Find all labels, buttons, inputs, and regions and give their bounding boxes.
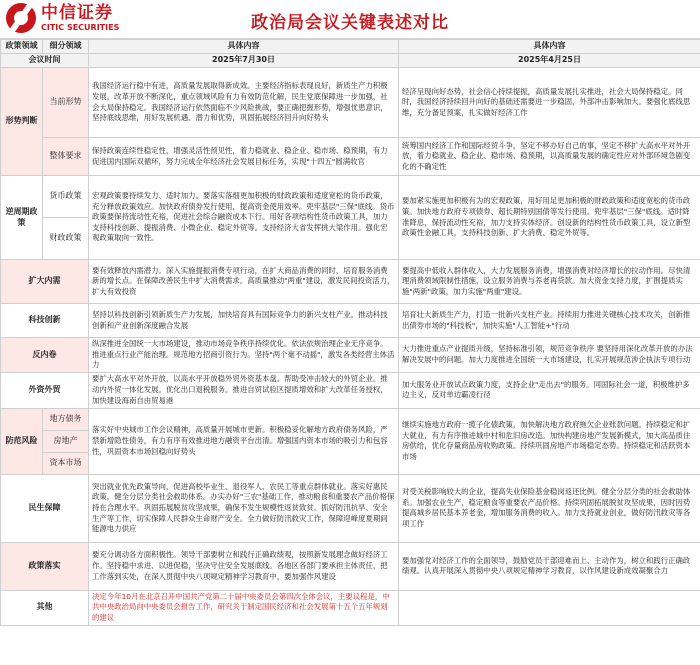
content-cell-b: 要加紧实施更加积极有为的宏观政策，用好用足更加积极的财政政策和适度宽松的货币政策。加快地方政府专项债券、超长期特别国债等发行使用。兜牢基层"三保"底线。适时降准降息，保持流动性充裕，加力支持实体经济。创设新的结构性货币政策工具，设立新型政策性金融工具，支持科技创新、扩大消费、稳定外贸等。 (399, 176, 700, 260)
content-cell-a: 保持政策连续性稳定性，增强灵活性预见性，着力稳就业、稳企业、稳市场、稳预期，有力促进国内国际双循环，努力完成全年经济社会发展目标任务，实现"十四五"圆满收官 (89, 138, 399, 176)
subcategory-cell: 地方债务 (43, 408, 89, 430)
logo-name-en: CITIC SECURITIES (41, 22, 120, 32)
content-cell-b: 加大服务业开放试点政策力度，支持企业"走出去"的服务。同国际社会一道，积极维护多边主义，反对单边霸凌行径 (399, 372, 700, 408)
meeting-label: 会议时间 (1, 54, 89, 68)
header-content-b: 具体内容 (399, 40, 700, 54)
content-cell-a: 要充分调动各方面积极性。领导干部要树立和践行正确政绩观，按照新发展理念做好经济工作。坚持稳中求进、以进促稳，坚决守住安全发展底线。各地区各部门要承担主体责任，把工作落到实处，在深入贯彻中央八项规定精神学习教育中，要加强作风建设 (89, 542, 399, 590)
content-cell-a: 要有效释放内需潜力。深入实施提振消费专项行动，在扩大商品消费的同时，培育服务消费新的增长点。在保障改善民生中扩大消费需求。高质量推动"两重"建设，激发民间投资活力，扩大有效投资 (89, 260, 399, 304)
category-cell: 政策落实 (1, 542, 89, 590)
header-domain: 政策领域 (1, 40, 43, 54)
content-cell-a: 我国经济运行稳中有进，高质量发展取得新成效。主要经济指标表现良好，新质生产力积极发展，改革开放不断深化，重点领域风险有力有效防范化解，民生党底保障进一步加强，社会大局保持稳定。我国经济运行依然面临不少风险挑战，要正确把握形势，增强忧患意识，坚持底线思维，用好发展机遇、潜力和优势，巩固拓展经济回升向好势头 (89, 68, 399, 138)
content-cell-a: 宏观政策要持续发力、适时加力。要落实落细更加积极的财政政策和适度宽松的货币政策，充分释放政策效应。加快政府债券发行使用，提高资金使用效率。兜牢基层"三保"底线。货币政策要保持流动性充裕，促进社会综合融资成本下行。用好各项结构性货币政策工具，加力支持科技创新、提振消费、小微企业、稳定外贸等。支持经济大省发挥挑大梁作用。强化宏观政策取向一致性。 (89, 176, 399, 260)
content-cell-b: 统筹国内经济工作和国际经贸斗争，坚定不移办好自己的事，坚定不移扩大高水平对外开放，着力稳就业、稳企业、稳市场、稳预期，以高质量发展的确定性应对外部环境急剧变化的不确定性 (399, 138, 700, 176)
category-cell: 形势判断 (1, 68, 43, 176)
table-row (1, 138, 700, 176)
category-cell: 防范风险 (1, 408, 43, 474)
subcategory-cell: 资本市场 (43, 452, 89, 474)
content-cell-a: 决定今年10月在北京召开中国共产党第二十届中央委员会第四次全体会议，主要议程是，中共中央政治局向中央委员会报告工作，研究关于制定国民经济和社会发展第十五个五年规划的建议 (89, 590, 399, 625)
meeting-date-a: 2025年7月30日 (89, 54, 399, 68)
logo-name-cn: 中信证券 (41, 2, 113, 23)
content-cell-a: 纵深推进全国统一大市场建设，推动市场竞争秩序持续优化。依法依规治理企业无序竞争。推进重点行业产能治理。规范地方招商引资行为。坚持"两个毫不动摇"，激发各类经营主体活力 (89, 338, 399, 373)
table-row (1, 68, 700, 138)
content-cell-b: 培育壮大新质生产力，打造一批新兴支柱产业。持续用力推进关键核心技术攻关，创新推出债券市场的"科技板"，加快实施"人工智能+"行动 (399, 304, 700, 338)
table-row (1, 304, 700, 338)
subcategory-cell: 财政政策 (43, 218, 89, 260)
meeting-date-row (1, 54, 700, 68)
meeting-date-b: 2025年4月25日 (399, 54, 700, 68)
table-row (1, 176, 700, 218)
table-header-row (1, 40, 700, 54)
content-cell-b: 继续实施地方政府一揽子化债政策，加快解决地方政府拖欠企业账款问题。持续稳定和扩大就业，有力有序推进城中村和危旧房改造。加快构建房地产发展新模式，加大高品质住房供给，优化存量商品房收购政策。持续巩固房地产市场稳定态势。持续稳定和活跃资本市场 (399, 408, 700, 474)
header-content-a: 具体内容 (89, 40, 399, 54)
subcategory-cell: 货币政策 (43, 176, 89, 218)
content-cell-b: 要加强党对经济工作的全面领导，鼓励党员干部迎难而上、主动作为，树立和践行正确政绩观。认真开展深入贯彻中央八项规定精神学习教育，以作风建设新成效凝聚合力 (399, 542, 700, 590)
content-cell-a: 突出就业优先政策导向，促进高校毕业生、退役军人、农民工等重点群体就业。落实好惠民政策，健全分层分类社会救助体系。办实办好"三农"基础工作，推动粮食和重要农产品价格保持在合理水平。巩固拓展脱贫攻坚成果，确保不发生规模性返贫致贫。抓好防汛抗旱、安全生产等工作，切实保障人民群众生命财产安全。全力做好防汛救灾工作，保障迎峰度夏期间能源电力供应 (89, 474, 399, 542)
content-cell-b (399, 590, 700, 625)
table-row (1, 372, 700, 408)
comparison-table (0, 39, 700, 626)
content-cell-a: 坚持以科技创新引领新质生产力发展，加快培育具有国际竞争力的新兴支柱产业。推动科技创新和产业创新深度融合发展 (89, 304, 399, 338)
table-row (1, 474, 700, 542)
table-row (1, 260, 700, 304)
content-cell-b: 经济呈现向好态势，社会信心持续提振，高质量发展扎实推进，社会大局保持稳定。同时，我国经济持续回升向好的基础还需要进一步稳固，外部冲击影响加大。要强化底线思维，充分备足预案，扎实做好经济工作 (399, 68, 700, 138)
content-cell-a: 要扩大高水平对外开放，以高水平开放稳外贸外资基本盘。帮助受冲击较大的外贸企业。推动内外贸一体化发展。优化出口退税服务。推进自贸试验区提质增效和扩大改革任务授权，加快建设海南自由贸易港 (89, 372, 399, 408)
page-title: 政治局会议关键表述对比 (251, 13, 449, 33)
category-cell: 科技创新 (1, 304, 89, 338)
category-cell: 其他 (1, 590, 89, 625)
subcategory-cell: 整体要求 (43, 138, 89, 176)
content-cell-b: 大力推进重点产业提质升级，坚持标准引领，规范竞争秩序 要坚持用深化改革开放的办法解决发展中的问题。加大力度推进全国统一大市场建设，扎实开展规范涉企执法专项行动 (399, 338, 700, 373)
subcategory-cell: 当前形势 (43, 68, 89, 138)
table-row (1, 338, 700, 373)
content-cell-b: 对受关税影响较大的企业，提高失业保险基金稳岗返还比例。健全分层分类的社会救助体系。加强农业生产，稳定粮食等重要农产品价格。持续巩固拓展脱贫攻坚成果，因时因势提高城乡居民基本养老金，增加服务消费的收入。加力支持就业创业，做好防汛救灾等各项工作 (399, 474, 700, 542)
table-row (1, 408, 700, 430)
content-cell-b: 要提高中低收入群体收入，大力发展服务消费，增强消费对经济增长的拉动作用。尽快清理消费领域限制性措施，设立服务消费与养老再贷款。加大资金支持力度，扩围提质实施"两新"政策，加力实施"两重"建设。 (399, 260, 700, 304)
subcategory-cell: 房地产 (43, 430, 89, 452)
category-cell: 反内卷 (1, 338, 89, 373)
category-cell: 外资外贸 (1, 372, 89, 408)
header-subdomain: 细分领域 (43, 40, 89, 54)
category-cell: 扩大内需 (1, 260, 89, 304)
table-row (1, 590, 700, 625)
table-row (1, 542, 700, 590)
content-cell-a: 落实好中央城市工作会议精神，高质量开展城市更新。积极稳妥化解地方政府债务风险，严禁新增隐性债务，有力有序有效推进地方融资平台出清。增强国内资本市场的吸引力和包容性，巩固资本市场回稳向好势头 (89, 408, 399, 474)
category-cell: 逆周期政策 (1, 176, 43, 260)
report-header (0, 0, 700, 39)
category-cell: 民生保障 (1, 474, 89, 542)
